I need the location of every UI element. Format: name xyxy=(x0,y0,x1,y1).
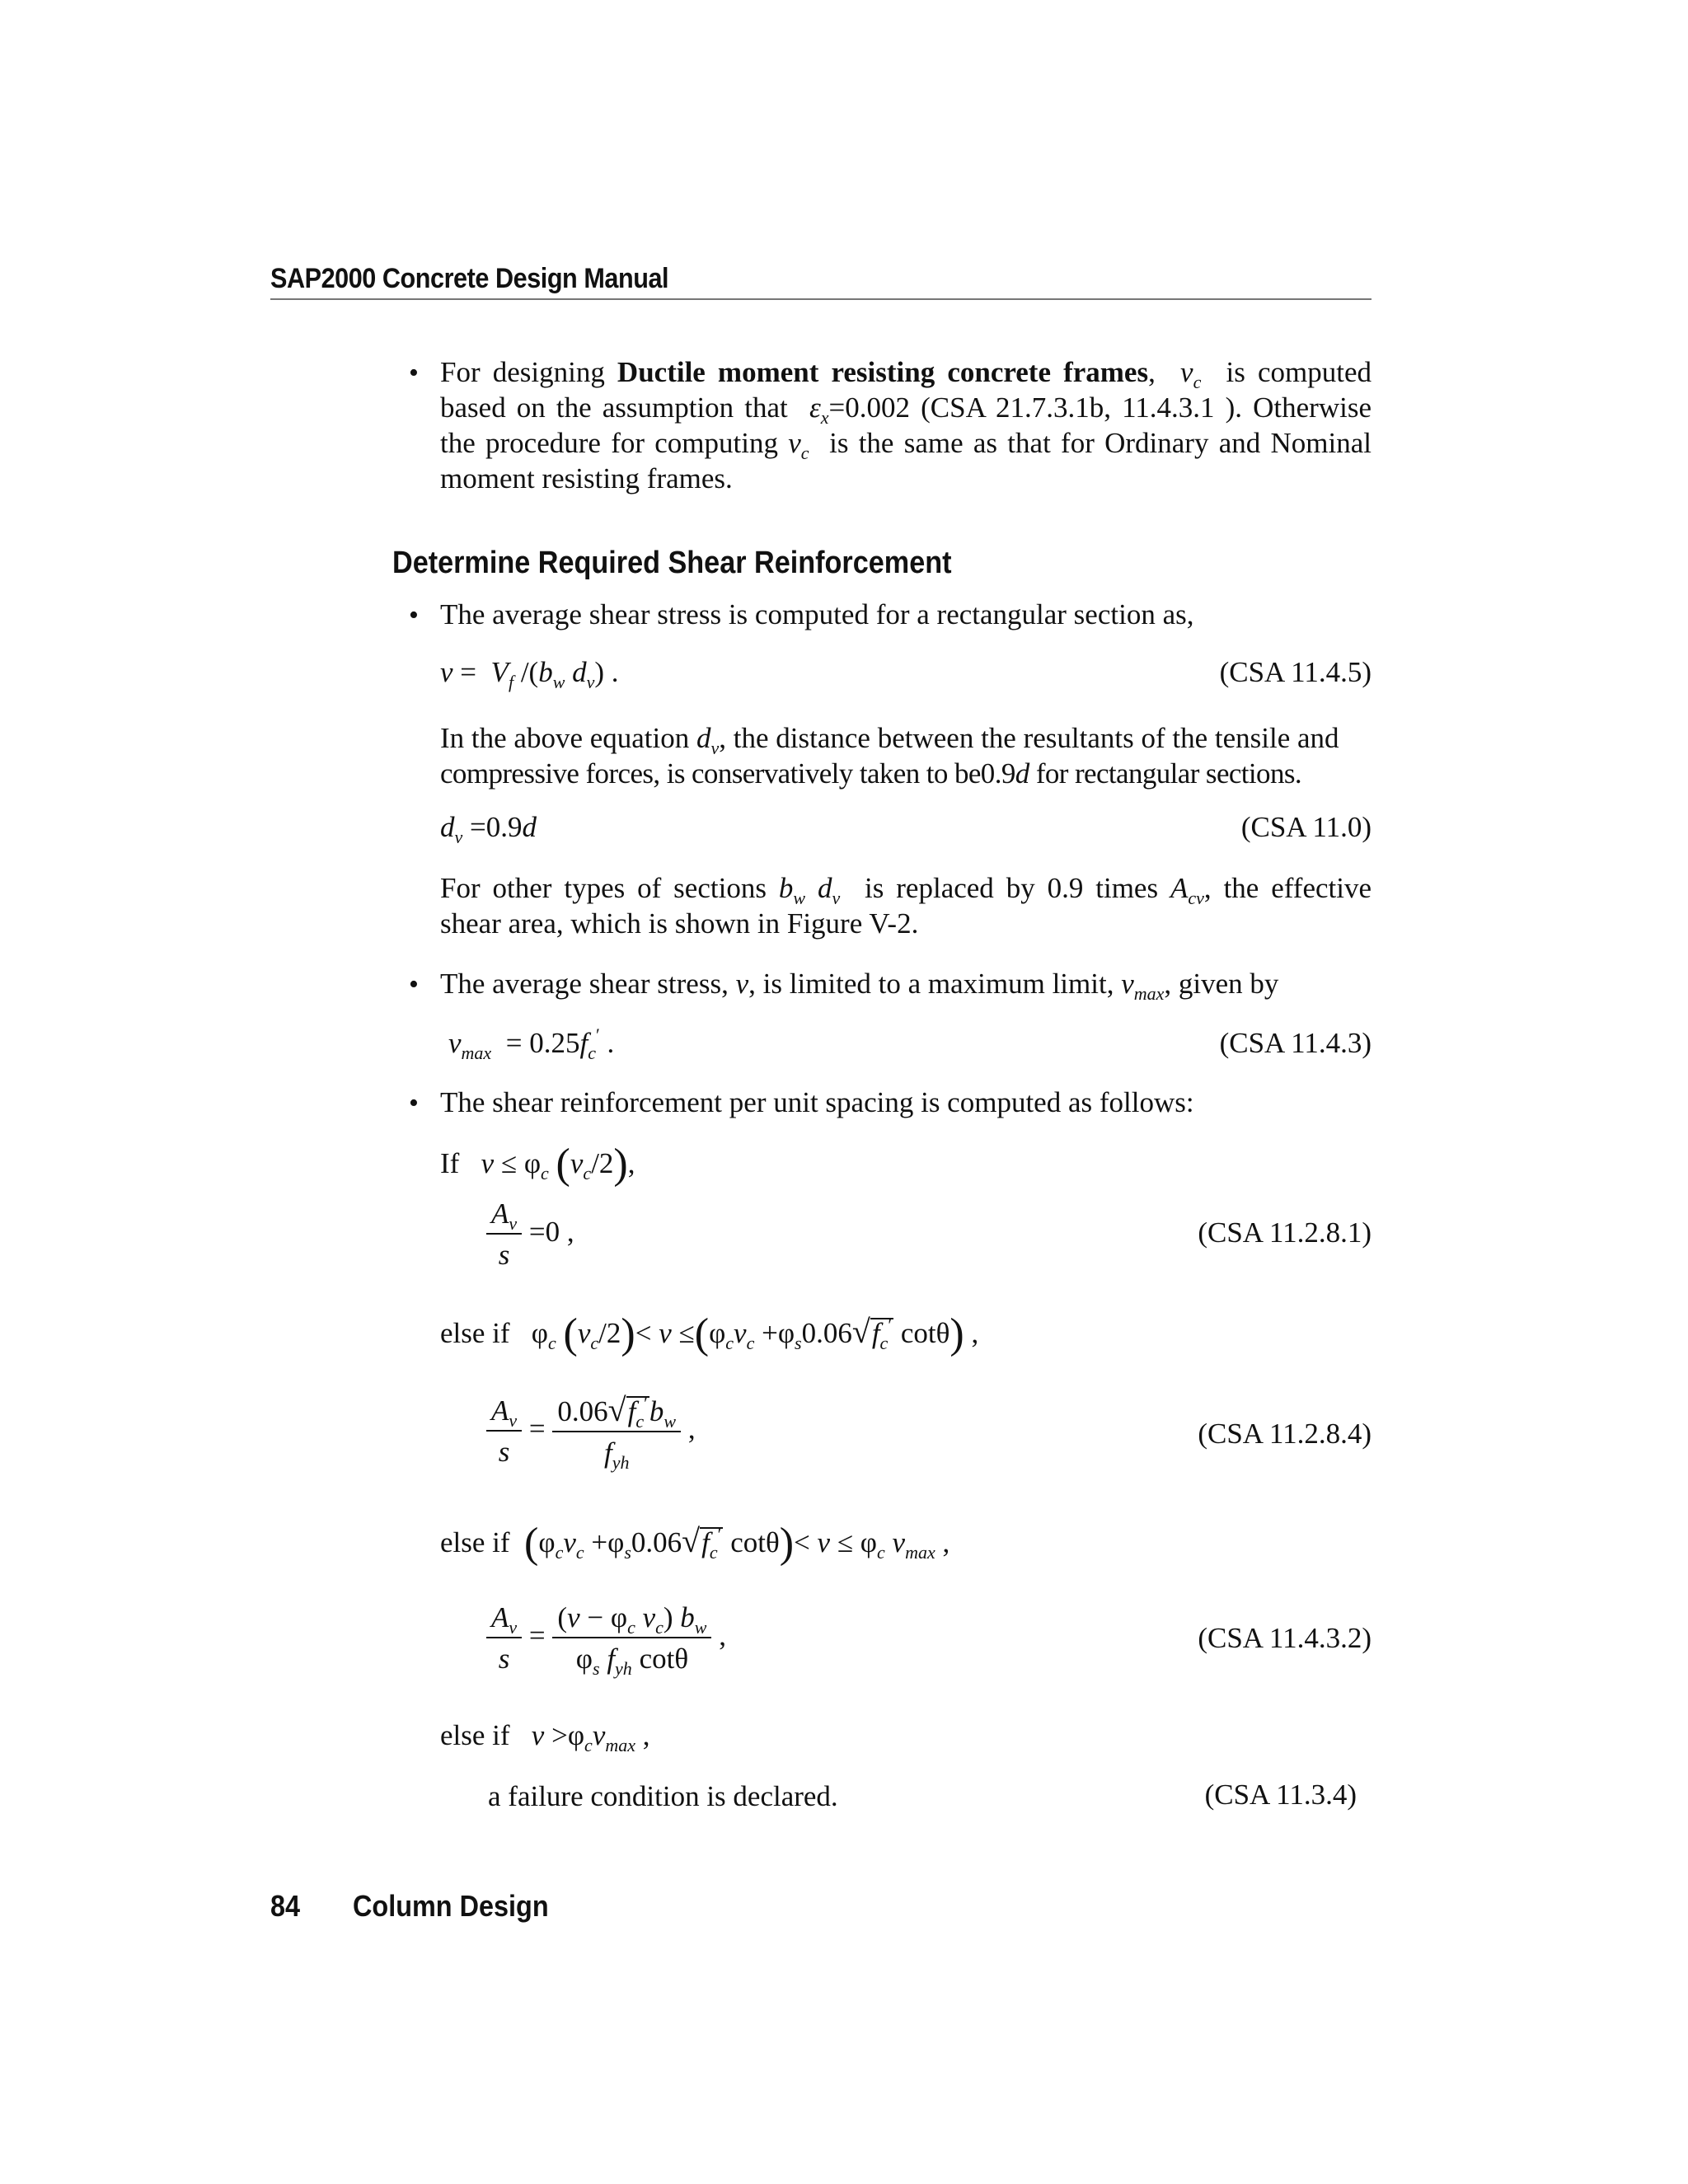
equation-reference: (CSA 11.2.8.4) xyxy=(1198,1418,1372,1450)
header-title: SAP2000 Concrete Design Manual xyxy=(270,263,669,294)
page-number: 84 xyxy=(270,1889,301,1923)
dv-explanation xyxy=(440,720,1372,791)
equation-vmax: $v_{max} = 0.25f_c'$ . xyxy=(448,1024,615,1063)
avg-stress-text: The average shear stress is computed for a rectangular section as, xyxy=(440,598,1194,630)
equation-reference: (CSA 11.2.8.1) xyxy=(1198,1216,1372,1249)
bullet-marker: • xyxy=(409,969,419,1000)
section-heading: Determine Required Shear Reinforcement xyxy=(392,546,952,580)
equation-reference: (CSA 11.4.5) xyxy=(1219,656,1372,688)
running-header xyxy=(270,262,1372,300)
condition-if: If $v \le \varphi_c$ $(v_c/2)$, xyxy=(440,1141,635,1188)
intro-line-1: For designing Ductile moment resisting concrete frames, $v_c$ is computed xyxy=(440,356,1372,392)
frame-type-bold: Ductile moment resisting concrete frames xyxy=(617,356,1149,388)
limit-text: The average shear stress, v, is limited to a maximum limit, $v_{max}$, given by xyxy=(440,968,1279,1004)
condition-else-if-2: else if ($\varphi_cv_c +\varphi_s0.06√f_c'$ $\cot\theta)< v \le \varphi_c$ $v_{max}$ , xyxy=(440,1520,950,1567)
equation-avg-shear-stress: $v = V_f$ $/(b_w$ $d_v$) . xyxy=(440,656,619,692)
footer-section-title: Column Design xyxy=(353,1889,549,1923)
equation-reference: (CSA 11.0) xyxy=(1240,811,1372,843)
condition-else-if-1: else if $\varphi_c$ $(v_c/2)< v \le(\varphi_cv_c +\varphi_s0.06√f_c'$ cotθ) , xyxy=(440,1310,979,1357)
bullet-marker: • xyxy=(409,1088,419,1118)
intro-line-3: the procedure for computing $v_c$ is the same as that for Ordinary and Nominal xyxy=(440,427,1372,463)
bullet-marker: • xyxy=(409,358,419,388)
equation-reference: (CSA 11.3.4) xyxy=(1204,1779,1357,1811)
other-sections-line-2: shear area, which is shown in Figure V-2. xyxy=(440,907,919,940)
reinforcement-text: The shear reinforcement per unit spacing is computed as follows: xyxy=(440,1086,1194,1118)
equation-dv: $d_v =0.9d$ xyxy=(440,811,537,847)
intro-line-2: based on the assumption that $\varepsilon_x=0.002$ (CSA 21.7.3.1b, 11.4.3.1 ). Otherwise xyxy=(440,391,1372,428)
dv-explanation-line-1: In the above equation $d_v$, the distance between the resultants of the tensile and xyxy=(440,722,1339,758)
other-sections-line-1: For other types of sections $b_w$ $d_v$ is replaced by 0.9 times $A_{cv}$, the effective xyxy=(440,872,1372,908)
other-sections-paragraph xyxy=(440,870,1372,941)
failure-text: a failure condition is declared. xyxy=(488,1780,838,1812)
equation-reference: (CSA 11.4.3) xyxy=(1219,1027,1372,1059)
equation-case-1: $\frac{A_v}{s}$ =0 , xyxy=(486,1197,574,1272)
equation-case-2: $\frac{A_v}{s}$ = $\frac{0.06√f_c'b_w}{f_{yh}}$ , xyxy=(486,1393,696,1470)
intro-bullet-paragraph xyxy=(440,354,1372,496)
bullet-marker: • xyxy=(409,600,419,630)
dv-explanation-line-2: compressive forces, is conservatively taken to be0.9d for rectangular sections. xyxy=(440,757,1302,790)
condition-else-if-3: else if $v >\varphi_cv_{max}$ , xyxy=(440,1719,650,1755)
equation-reference: (CSA 11.4.3.2) xyxy=(1198,1622,1372,1654)
intro-line-4: moment resisting frames. xyxy=(440,462,733,494)
equation-case-3: $\frac{A_v}{s}$ = $\frac{(v - \varphi_c v_c) b_w}{\varphi_s f_{yh} \cot\theta}$ , xyxy=(486,1601,726,1676)
